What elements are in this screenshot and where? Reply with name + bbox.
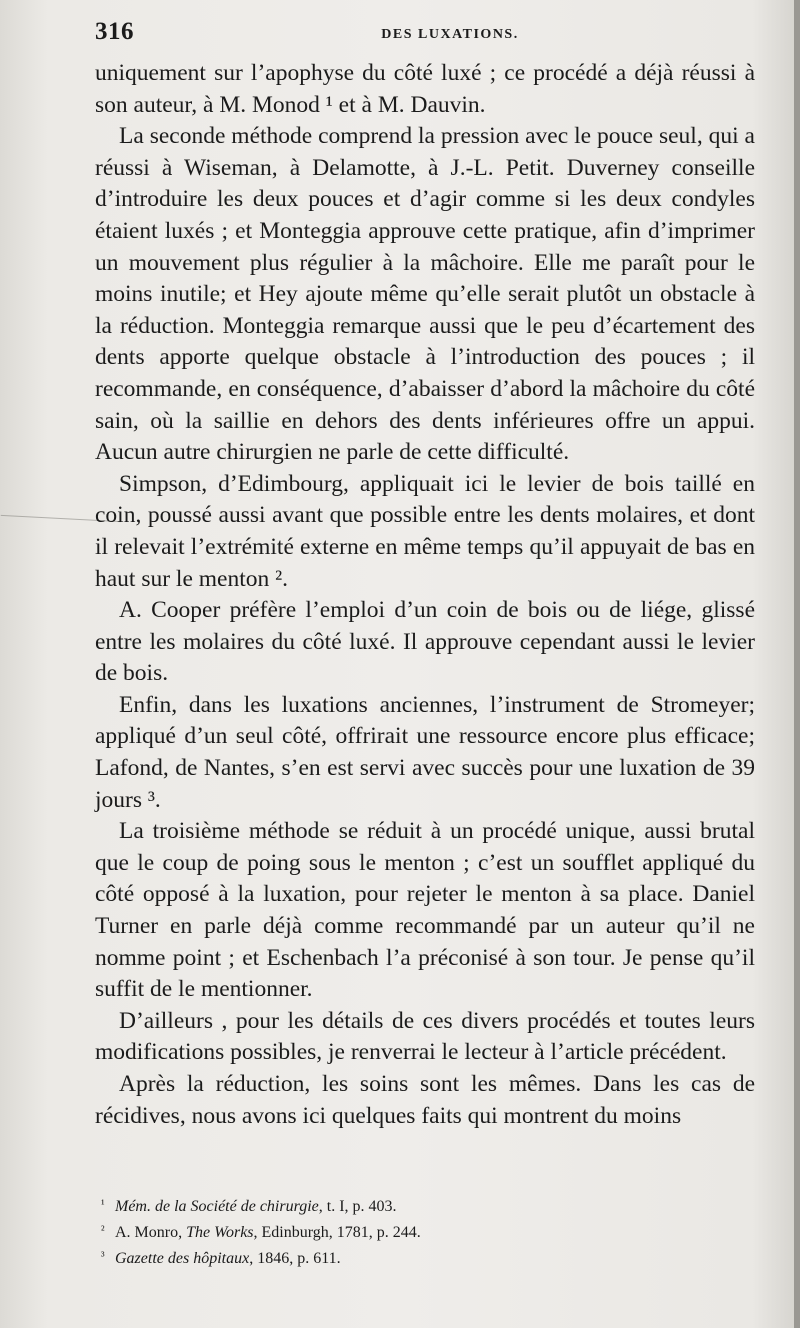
- page-header: [95, 18, 755, 52]
- footnote-mark: ²: [101, 1223, 105, 1237]
- footnote-reference: , t. I, p. 403.: [318, 1198, 397, 1215]
- footnote-source: Mém. de la Société de chirurgie: [115, 1198, 319, 1215]
- paragraph: D’ailleurs , pour les détails de ces divers procédés et toutes leurs modifications possibles, je renverrai le lecteur à l’article précédent.: [95, 1007, 755, 1066]
- page-number: 316: [95, 18, 134, 45]
- footnotes: [95, 1194, 755, 1272]
- footnote: [95, 1194, 755, 1220]
- footnote-source: The Works: [186, 1224, 254, 1241]
- paragraph: Après la réduction, les soins sont les mêmes. Dans les cas de récidives, nous avons ici quelques faits qui montrent du moins: [95, 1071, 755, 1129]
- footnote-mark: ¹: [101, 1197, 105, 1211]
- footnote-reference: , 1846, p. 611.: [249, 1250, 341, 1267]
- footnote-source: Gazette des hôpitaux: [115, 1250, 250, 1267]
- paragraph: La troisième méthode se réduit à un procédé unique, aussi brutal que le coup de poing sous le menton ; c’est un soufflet appliqué du côté opposé à la luxation, pour rejeter le menton à sa place. Daniel Turner en parle déjà comme recommandé par un auteur qu’il ne nomme point ; et Eschenbach l’a préconisé à son tour. Je pense qu’il suffit de le mentionner.: [95, 818, 755, 1003]
- footnote-author: A. Monro,: [115, 1224, 187, 1241]
- paragraph: A. Cooper préfère l’emploi d’un coin de bois ou de liége, glissé entre les molaires du côté luxé. Il approuve cependant aussi le levier de bois.: [95, 597, 755, 687]
- footnote-reference: , Edinburgh, 1781, p. 244.: [253, 1224, 421, 1241]
- footnote: [95, 1220, 755, 1246]
- running-title: DES LUXATIONS.: [381, 27, 519, 42]
- footnote-mark: ³: [101, 1249, 105, 1263]
- paragraph: Enfin, dans les luxations anciennes, l’instrument de Stromeyer; appliqué d’un seul côté, offrirait une ressource encore plus efficace; Lafond, de Nantes, s’en est servi avec succès pour une luxation de 39 jours ³.: [95, 691, 755, 813]
- body-text: [95, 58, 755, 1132]
- paragraph: Simpson, d’Edimbourg, appliquait ici le levier de bois taillé en coin, poussé aussi avant que possible entre les dents molaires, et dont il relevait l’extrémité externe en même temps qu’il appuyait de bas en haut sur le menton ².: [95, 470, 755, 592]
- footnote: [95, 1246, 755, 1272]
- paragraph: La seconde méthode comprend la pression avec le pouce seul, qui a réussi à Wiseman, à Delamotte, à J.-L. Petit. Duverney conseille d’introduire les deux pouces et d’agir comme si les deux condyles étaient luxés ; et Monteggia approuve cette pratique, afin d’imprimer un mouvement plus régulier à la mâchoire. Elle me paraît pour le moins inutile; et Hey ajoute même qu’elle serait plutôt un obstacle à la réduction. Monteggia remarque aussi que le peu d’écartement des dents apporte quelque obstacle à l’introduction des pouces ; il recommande, en conséquence, d’abaisser d’abord la mâchoire du côté sain, où la saillie en dehors des dents inférieures offre un appui. Aucun autre chirurgien ne parle de cette difficulté.: [95, 123, 755, 466]
- page-edge: [794, 0, 800, 1328]
- paragraph: uniquement sur l’apophyse du côté luxé ; ce procédé a déjà réussi à son auteur, à M. Monod ¹ et à M. Dauvin.: [95, 60, 755, 118]
